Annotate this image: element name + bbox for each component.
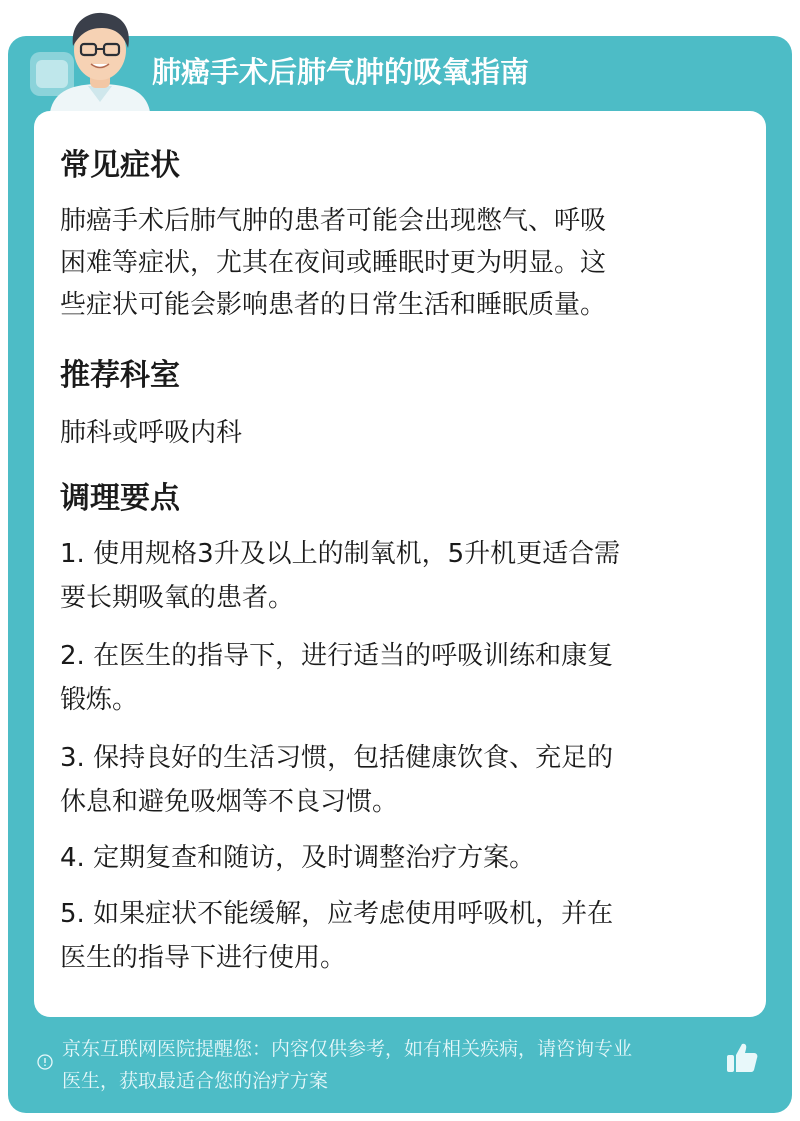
care-item-line: 医生的指导下进行使用。 [60, 943, 347, 973]
section-title-symptoms: 常见症状 [60, 148, 180, 183]
thumbs-up-icon[interactable] [724, 1040, 760, 1076]
care-item-line: 1. 使用规格3升及以上的制氧机，5升机更适合需 [60, 539, 621, 569]
symptoms-body [60, 200, 730, 326]
care-item-line: 5. 如果症状不能缓解，应考虑使用呼吸机，并在 [60, 899, 614, 929]
care-item-line: 锻炼。 [60, 685, 139, 715]
disclaimer-line: 医生，获取最适合您的治疗方案 [62, 1070, 329, 1092]
department-body: 肺科或呼吸内科 [60, 418, 243, 448]
care-list-item [60, 892, 730, 980]
care-item-line: 2. 在医生的指导下，进行适当的呼吸训练和康复 [60, 641, 614, 671]
page-title: 肺癌手术后肺气肿的吸氧指南 [152, 55, 530, 89]
symptoms-line: 些症状可能会影响患者的日常生活和睡眠质量。 [60, 290, 607, 320]
care-list-item [60, 836, 730, 880]
info-icon [37, 1054, 53, 1070]
symptoms-line: 困难等症状，尤其在夜间或睡眠时更为明显。这 [60, 248, 607, 278]
care-list-item [60, 736, 730, 824]
disclaimer [62, 1033, 727, 1097]
symptoms-line: 肺癌手术后肺气肿的患者可能会出现憋气、呼吸 [60, 206, 607, 236]
care-list-item [60, 634, 730, 722]
section-title-care: 调理要点 [60, 481, 180, 516]
disclaimer-line: 京东互联网医院提醒您：内容仅供参考，如有相关疾病，请咨询专业 [62, 1038, 633, 1060]
doctor-avatar-icon [40, 4, 160, 112]
care-item-line: 4. 定期复查和随访，及时调整治疗方案。 [60, 843, 536, 873]
care-list-item [60, 532, 730, 620]
section-title-department: 推荐科室 [60, 358, 180, 393]
care-item-line: 3. 保持良好的生活习惯，包括健康饮食、充足的 [60, 743, 614, 773]
care-item-line: 休息和避免吸烟等不良习惯。 [60, 787, 399, 817]
care-item-line: 要长期吸氧的患者。 [60, 583, 295, 613]
